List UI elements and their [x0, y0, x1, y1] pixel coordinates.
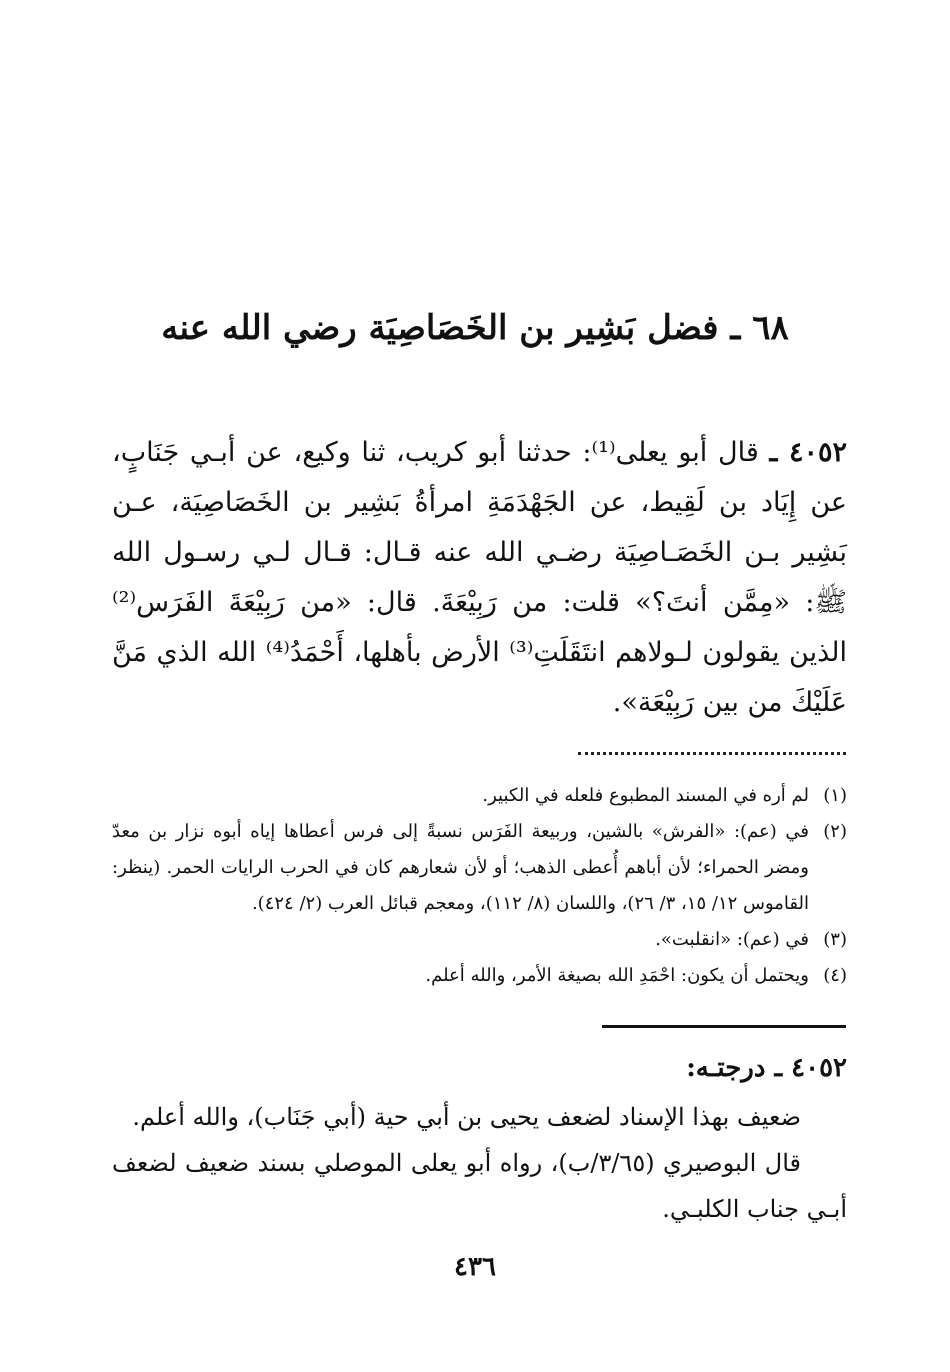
page-number: ٤٣٦ — [454, 1252, 496, 1282]
grading-line-text: قال البوصيري (٣/٦٥/ب)، رواه أبو يعلى الموصلي بسند ضعيف لضعف أبـي جناب الكلبـي. — [112, 1149, 847, 1223]
footnote — [112, 814, 847, 922]
grading-line — [112, 1094, 847, 1140]
footnote-text: ويحتمل أن يكون: احْمَدِ الله بصيغة الأمر، والله أعلم. — [425, 965, 809, 986]
footnote-text: في (عم): «انقلبت». — [655, 929, 809, 950]
grading-heading: ٤٠٥٢ ـ درجتـه: — [686, 1053, 847, 1083]
footnote-mark: (٤) — [823, 965, 847, 986]
footnote-mark: (١) — [823, 785, 847, 806]
footnotes — [112, 778, 847, 994]
footnote-separator-dots — [578, 752, 846, 755]
grading-line — [112, 1140, 847, 1232]
footnote — [112, 958, 847, 994]
footnote-text: لم أره في المسند المطبوع فلعله في الكبير. — [482, 785, 809, 806]
footnote-mark: (٣) — [823, 929, 847, 950]
hadith-number: ٤٠٥٢ ـ — [769, 437, 848, 468]
section-divider — [602, 1025, 846, 1028]
grading-body — [112, 1094, 847, 1232]
hadith-text: قال أبو يعلى⁽¹⁾: حدثنا أبو كريب، ثنا وكيع، عن أبـي جَنَابٍ، عن إِيَاد بن لَقِيط، عن الجَهْدَمَةِ امرأةُ بَشِير بن الخَصَاصِيَة، عـن بَشِير بـن الخَصَـاصِيَة رضـي الله عنه قـال: قـال لـي رسـول الله ﷺ: «مِمَّن أنتَ؟» قلت: من رَبِيْعَةَ. قال: «من رَبِيْعَةَ الفَرَس⁽²⁾ الذين يقولون لـولاهم انتَقَلَتِ⁽³⁾ الأرض بأهلها، أَحْمَدُ⁽⁴⁾ الله الذي مَنَّ عَلَيْكَ من بين رَبِيْعَة». — [112, 437, 847, 718]
footnote-text: في (عم): «الفرش» بالشين، وربيعة الفَرَس نسبةً إلى فرس أعطاها إياه أبوه نزار بن معدّ ومضر الحمراء؛ لأن أباهم أُعطى الذهب؛ أو لأن شعارهم كان في الحرب الرايات الحمر. (ينظر: القاموس ١٢/ ١٥، ٣/ ٢٦)، واللسان (٨/ ١١٢)، ومعجم قبائل العرب (٢/ ٤٢٤). — [112, 821, 809, 914]
footnote — [112, 778, 847, 814]
grading-line-text: ضعيف بهذا الإسناد لضعف يحيى بن أبي حية (أبي جَنَاب)، والله أعلم. — [132, 1103, 801, 1131]
hadith-paragraph — [112, 428, 847, 728]
footnote — [112, 922, 847, 958]
footnote-mark: (٢) — [823, 821, 847, 842]
chapter-title: ٦٨ ـ فضل بَشِير بن الخَصَاصِيَة رضي الله عنه — [161, 308, 789, 348]
